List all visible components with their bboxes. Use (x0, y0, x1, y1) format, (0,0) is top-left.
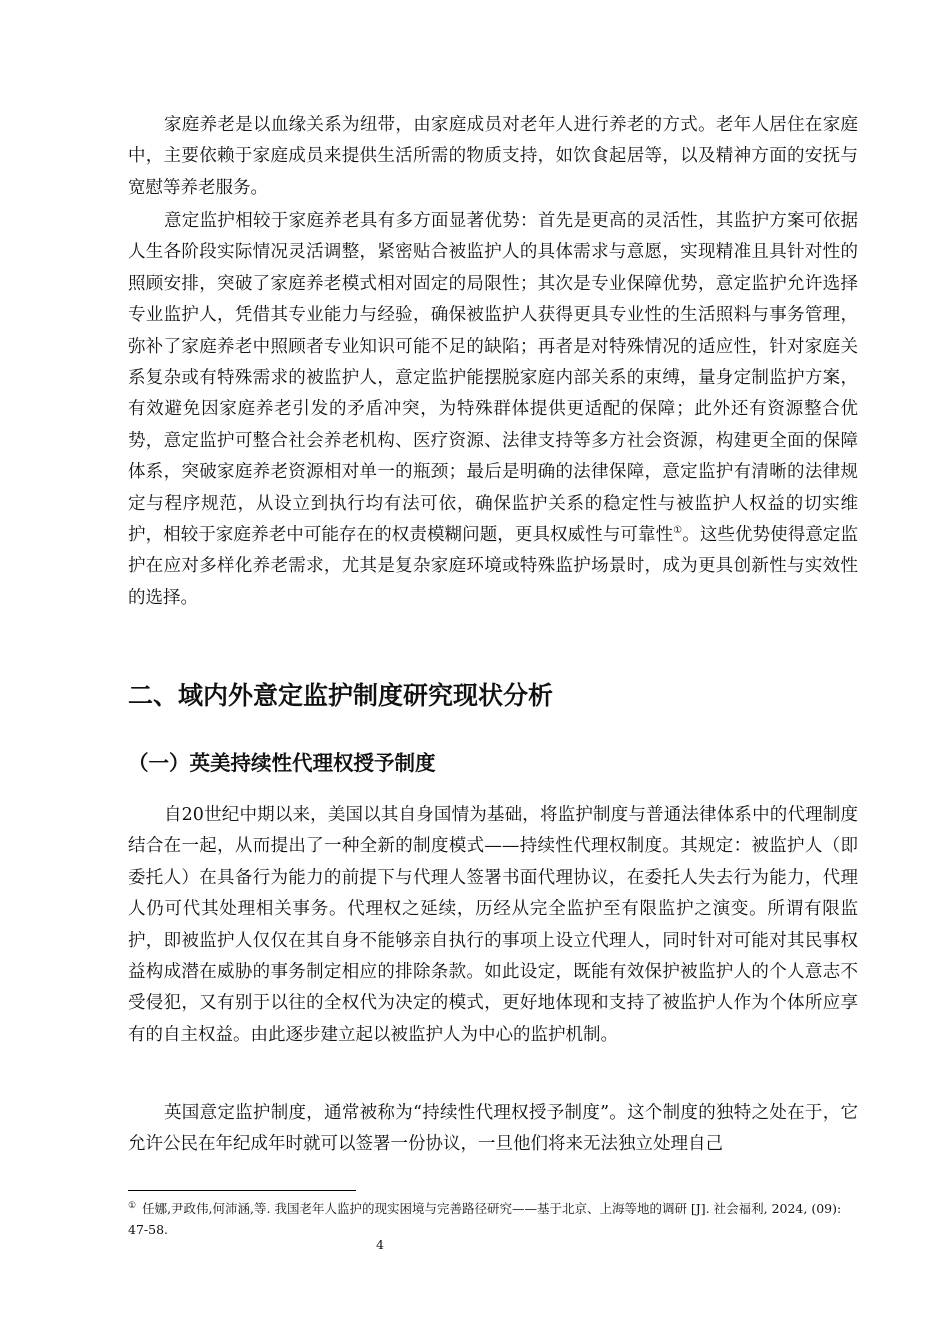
footnote-mark: ① (128, 1200, 137, 1211)
paragraph-family-care: 家庭养老是以血缘关系为纽带，由家庭成员对老年人进行养老的方式。老年人居住在家庭中，主要依赖于家庭成员来提供生活所需的物质支持，如饮食起居等，以及精神方面的安抚与宽慰等养老服务。 (128, 115, 858, 198)
section-heading: 二、域内外意定监护制度研究现状分析 (128, 681, 554, 710)
page-number: 4 (376, 1237, 384, 1252)
paragraph-advantages (128, 206, 858, 614)
footnote (128, 1198, 858, 1240)
footnote-reference[interactable]: ① (673, 525, 683, 537)
paragraph-advantages-text: 意定监护相较于家庭养老具有多方面显著优势：首先是更高的灵活性，其监护方案可依据人生各阶段实际情况灵活调整，紧密贴合被监护人的具体需求与意愿，实现精准且具针对性的照顾安排，突破了家庭养老模式相对固定的局限性；其次是专业保障优势，意定监护允许选择专业监护人，凭借其专业能力与经验，确保被监护人获得更具专业性的生活照料与事务管理，弥补了家庭养老中照顾者专业知识可能不足的缺陷；再者是对特殊情况的适应性，针对家庭关系复杂或有特殊需求的被监护人，意定监护能摆脱家庭内部关系的束缚，量身定制监护方案，有效避免因家庭养老引发的矛盾冲突，为特殊群体提供更适配的保障；此外还有资源整合优势，意定监护可整合社会养老机构、医疗资源、法律支持等多方社会资源，构建更全面的保障体系，突破家庭养老资源相对单一的瓶颈；最后是明确的法律保障，意定监护有清晰的法律规定与程序规范，从设立到执行均有法可依，确保监护关系的稳定性与被监护人权益的切实维护，相较于家庭养老中可能存在的权责模糊问题，更具权威性与可靠性 (128, 211, 858, 546)
footnote-text: 任娜,尹政伟,何沛涵,等. 我国老年人监护的现实困境与完善路径研究——基于北京、上海等地的调研 [J]. 社会福利, 2024, (09): 47-58. (128, 1201, 842, 1237)
footnote-separator (128, 1190, 356, 1191)
paragraph-advantages-tail: 。这些优势使得意定监护在应对多样化养老需求，尤其是复杂家庭环境或特殊监护场景时，成为更具创新性与实效性的选择。 (128, 525, 859, 608)
paragraph-us-system: 自20世纪中期以来，美国以其自身国情为基础，将监护制度与普通法律体系中的代理制度结合在一起，从而提出了一种全新的制度模式——持续性代理权制度。其规定：被监护人（即委托人）在具备行为能力的前提下与代理人签署书面代理协议，在委托人失去行为能力，代理人仍可代其处理相关事务。代理权之延续，历经从完全监护至有限监护之演变。所谓有限监护，即被监护人仅仅在其自身不能够亲自执行的事项上设立代理人，同时针对可能对其民事权益构成潜在威胁的事务制定相应的排除条款。如此设定，既能有效保护被监护人的个人意志不受侵犯，又有别于以往的全权代为决定的模式，更好地体现和支持了被监护人作为个体所应享有的自主权益。由此逐步建立起以被监护人为中心的监护机制。 (128, 805, 858, 1045)
paragraph-uk-system: 英国意定监护制度，通常被称为“持续性代理权授予制度”。这个制度的独特之处在于，它允许公民在年纪成年时就可以签署一份协议，一旦他们将来无法独立处理自己 (128, 1103, 858, 1155)
subsection-heading: （一）英美持续性代理权授予制度 (128, 751, 436, 775)
